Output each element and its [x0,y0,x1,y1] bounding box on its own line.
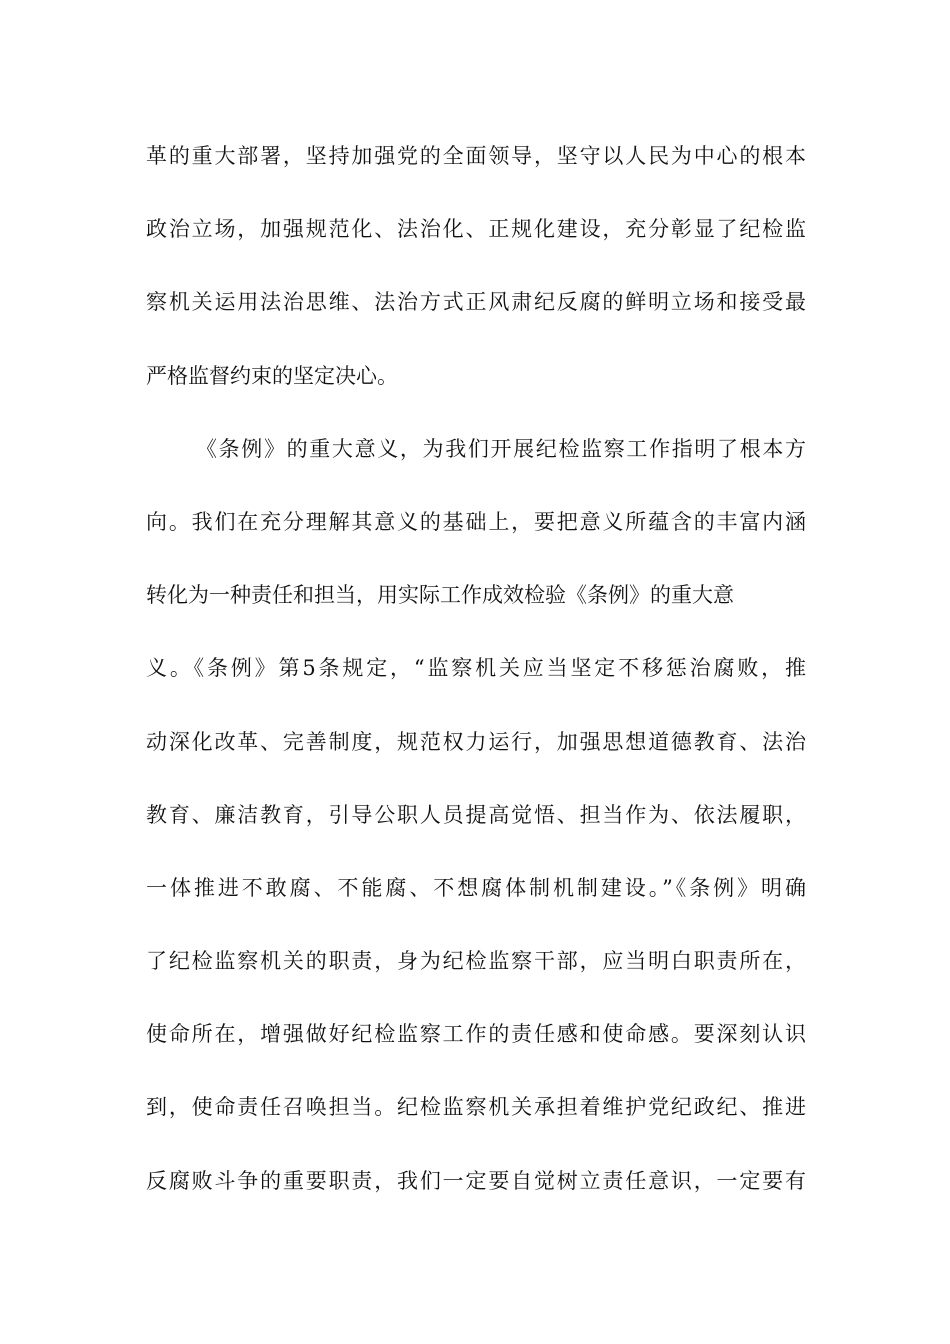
text-line: 转化为一种责任和担当，用实际工作成效检验《条例》的重大意 [146,583,734,608]
text-line: 动深化改革、完善制度，规范权力运行，加强思想道德教育、法治 [146,729,806,754]
text-line: 了纪检监察机关的职责，身为纪检监察干部，应当明白职责所在， [146,949,806,974]
text-line: 严格监督约束的坚定决心。 [146,363,398,388]
text-line: 教育、廉洁教育，引导公职人员提高觉悟、担当作为、依法履职， [146,802,806,827]
text-line: 反腐败斗争的重要职责，我们一定要自觉树立责任意识，一定要有 [146,1168,806,1193]
body-text [146,120,806,1218]
text-line: 义。《条例》第5条规定，“监察机关应当坚定不移惩治腐败，推 [146,656,806,681]
text-line: 政治立场，加强规范化、法治化、正规化建设，充分彰显了纪检监 [146,217,806,242]
text-line: 到，使命责任召唤担当。纪检监察机关承担着维护党纪政纪、推进 [146,1095,806,1120]
text-line: 革的重大部署，坚持加强党的全面领导，坚守以人民为中心的根本 [146,144,806,168]
paragraph-first-line: 《条例》的重大意义，为我们开展纪检监察工作指明了根本方 [196,436,806,461]
text-line: 一体推进不敢腐、不能腐、不想腐体制机制建设。”《条例》明确 [146,875,806,900]
text-line: 向。我们在充分理解其意义的基础上，要把意义所蕴含的丰富内涵 [146,509,806,534]
text-line: 使命所在，增强做好纪检监察工作的责任感和使命感。要深刻认识 [146,1022,806,1047]
text-line: 察机关运用法治思维、法治方式正风肃纪反腐的鲜明立场和接受最 [146,290,806,315]
